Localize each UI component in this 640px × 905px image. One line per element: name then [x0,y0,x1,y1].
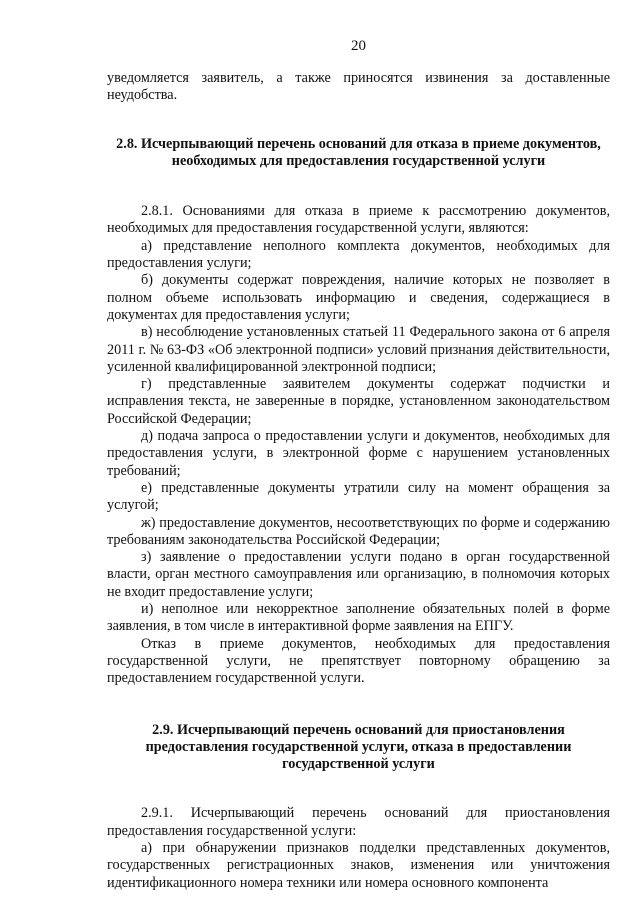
list-item-z: з) заявление о предоставлении услуги подано в орган государственной власти, орган местного самоуправления или организацию, в полномочия которых не входит предоставление услуги; [107,549,610,600]
list-item-e: е) представленные документы утратили силу на момент обращения за услугой; [107,479,610,514]
list-item-zh: ж) предоставление документов, несоответствующих по форме и содержанию требованиям законодательства Российской Федерации; [107,514,610,548]
paragraph-2-9-1: 2.9.1. Исчерпывающий перечень оснований для приостановления предоставления государственной услуги: [107,805,610,839]
section-2-9-heading: 2.9. Исчерпывающий перечень оснований для приостановления предоставления государственной услуги, отказа в предоставлении государственной услуги [145,721,572,773]
section-2-9-body [107,805,610,891]
list-item-i: и) неполное или некорректное заполнение обязательных полей в форме заявления, в том числе в интерактивной форме заявления на ЕПГУ. [107,601,610,635]
list-item-d: д) подача запроса о предоставлении услуги и документов, необходимых для предоставления услуги, в электронной форме с нарушением установленных требований; [107,428,610,479]
paragraph-2-8-1: 2.8.1. Основаниями для отказа в приеме к рассмотрению документов, необходимых для предоставления государственной услуги, являются: [107,203,610,237]
list-item-g: г) представленные заявителем документы содержат подчистки и исправления текста, не заверенные в порядке, установленном законодательством Российской Федерации; [107,376,610,427]
list-item-v: в) несоблюдение установленных статьей 11 Федерального закона от 6 апреля 2011 г. № 63-ФЗ «Об электронной подписи» условий признания действительности, усиленной квалифицированной электронной подписи; [107,324,610,375]
page-number: 20 [351,38,366,54]
section-2-8-body [107,203,610,687]
document-page [107,0,610,892]
list-item-2-9-a: а) при обнаружении признаков подделки представленных документов, государственных регистрационных знаков, изменения или уничтожения идентификационного номера техники или номера основного компонента [107,839,610,891]
refusal-note: Отказ в приеме документов, необходимых для предоставления государственной услуги, не препятствует повторному обращению за предоставлением государственной услуги. [107,635,610,687]
list-item-b: б) документы содержат повреждения, наличие которых не позволяет в полном объеме использовать информацию и сведения, содержащиеся в документах для предоставления услуги; [107,272,610,323]
list-item-a: а) представление неполного комплекта документов, необходимых для предоставления услуги; [107,237,610,272]
section-2-8-heading: 2.8. Исчерпывающий перечень оснований для отказа в приеме документов, необходимых для предоставления государственной услуги [116,135,601,169]
intro-paragraph: уведомляется заявитель, а также приносятся извинения за доставленные неудобства. [107,70,610,104]
